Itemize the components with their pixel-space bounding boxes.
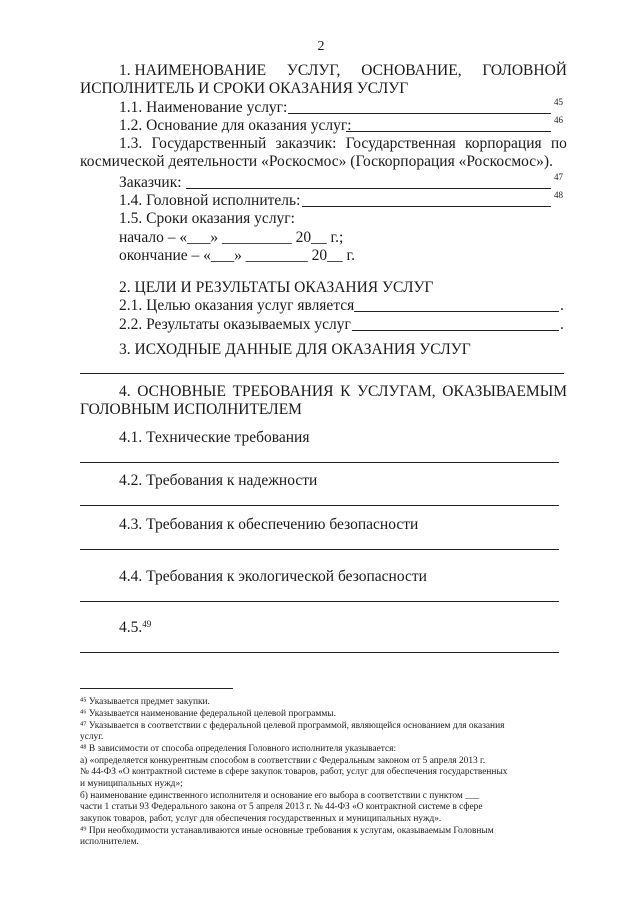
item-4-3-label: 4.3. Требования к обеспечению безопасности bbox=[119, 516, 419, 533]
item-4-4-label: 4.4. Требования к экологической безопасности bbox=[119, 568, 427, 585]
text-word: заказчик: bbox=[275, 135, 337, 152]
item-4-5-field[interactable] bbox=[80, 652, 559, 653]
footnote-48: ⁴⁸ В зависимости от способа определения Головного исполнителя указывается: bbox=[80, 744, 397, 754]
heading-word: 1. НАИМЕНОВАНИЕ bbox=[119, 62, 267, 79]
heading-word: ОСНОВНЫЕ bbox=[137, 383, 226, 400]
end-date: окончание – «___» ________ 20__ г. bbox=[119, 247, 356, 264]
item-2-1-label: 2.1. Целью оказания услуг является bbox=[119, 297, 355, 314]
heading-word: 4. bbox=[119, 383, 131, 400]
period: . bbox=[560, 316, 564, 333]
item-4-4-field[interactable] bbox=[80, 601, 559, 602]
footnote-48a-line2: № 44-ФЗ «О контрактной системе в сфере закупок товаров, работ, услуг для обеспечения государственных bbox=[80, 767, 508, 777]
text-word: по bbox=[550, 135, 567, 152]
heading-word: ОКАЗЫВАЕМЫМ bbox=[442, 383, 567, 400]
footnote-47-line2: услуг. bbox=[80, 732, 104, 742]
item-1-5-label: 1.5. Сроки оказания услуг: bbox=[119, 210, 295, 227]
item-4-5-label bbox=[119, 619, 151, 637]
section1-heading-line1 bbox=[119, 62, 567, 80]
text-word: Государственный bbox=[151, 135, 267, 152]
item-2-2-field[interactable] bbox=[352, 330, 559, 331]
heading-word: ГОЛОВНОЙ bbox=[482, 62, 567, 79]
item-1-1-field[interactable] bbox=[288, 113, 551, 114]
text-word: корпорация bbox=[465, 135, 542, 152]
heading-word: ТРЕБОВАНИЯ bbox=[232, 383, 334, 400]
item-1-2-field[interactable] bbox=[346, 131, 551, 132]
item-2-2-label: 2.2. Результаты оказываемых услуг bbox=[119, 316, 351, 333]
item-1-3-line1 bbox=[119, 135, 567, 153]
section3-field[interactable] bbox=[80, 373, 564, 374]
period: . bbox=[560, 297, 564, 314]
item-1-4-label: 1.4. Головной исполнитель: bbox=[119, 192, 301, 209]
section4-heading-line1 bbox=[119, 383, 567, 401]
start-date: начало – «___» _________ 20__ г.; bbox=[119, 229, 344, 246]
footnote-48b-line2: части 1 статьи 93 Федерального закона от 5 апреля 2013 г. № 44-ФЗ «О контрактной системе в сфере bbox=[80, 802, 483, 812]
heading-word: УСЛУГАМ, bbox=[357, 383, 436, 400]
footnote-ref-45: 45 bbox=[554, 97, 563, 107]
footnote-48a-line3: и муниципальных нужд»; bbox=[80, 779, 183, 789]
footnote-ref-47: 47 bbox=[554, 172, 563, 182]
text-word: Государственная bbox=[345, 135, 456, 152]
footnote-45: ⁴⁵ Указывается предмет закупки. bbox=[80, 697, 210, 707]
section3-heading: 3. ИСХОДНЫЕ ДАННЫЕ ДЛЯ ОКАЗАНИЯ УСЛУГ bbox=[119, 341, 471, 358]
footnote-49-line2: исполнителем. bbox=[80, 837, 139, 847]
item-4-2-label: 4.2. Требования к надежности bbox=[119, 472, 318, 489]
footnote-46: ⁴⁶ Указывается наименование федеральной целевой программы. bbox=[80, 709, 336, 719]
customer-label: Заказчик: bbox=[119, 174, 182, 191]
footnote-48b-line1: б) наименование единственного исполнителя и основание его выбора в соответствии с пунктом ___ bbox=[80, 791, 480, 801]
item-4-3-field[interactable] bbox=[80, 549, 559, 550]
footnote-47-line1: ⁴⁷ Указывается в соответствии с федеральной целевой программой, являющейся основанием для оказания bbox=[80, 721, 505, 731]
item-1-4-field[interactable] bbox=[302, 206, 551, 207]
item-1-2-label: 1.2. Основание для оказания услуг: bbox=[119, 117, 352, 134]
page-number: 2 bbox=[317, 39, 325, 54]
heading-word: ОСНОВАНИЕ, bbox=[361, 62, 462, 79]
section2-heading: 2. ЦЕЛИ И РЕЗУЛЬТАТЫ ОКАЗАНИЯ УСЛУГ bbox=[119, 279, 434, 296]
item-2-1-field[interactable] bbox=[354, 311, 559, 312]
item-4-1-label: 4.1. Технические требования bbox=[119, 429, 310, 446]
item-4-1-field[interactable] bbox=[80, 462, 559, 463]
item-4-2-field[interactable] bbox=[80, 505, 559, 506]
section4-heading-line2: ГОЛОВНЫМ ИСПОЛНИТЕЛЕМ bbox=[80, 401, 302, 418]
footnote-ref-46: 46 bbox=[554, 115, 563, 125]
customer-field[interactable] bbox=[186, 188, 551, 189]
footnote-separator bbox=[80, 688, 233, 689]
item-1-1-label: 1.1. Наименование услуг: bbox=[119, 99, 288, 116]
heading-word: К bbox=[340, 383, 351, 400]
footnote-48b-line3: закупок товаров, работ, услуг для обеспечения государственных и муниципальных нужд». bbox=[80, 814, 442, 824]
heading-word: УСЛУГ, bbox=[286, 62, 341, 79]
section1-heading-line2: ИСПОЛНИТЕЛЬ И СРОКИ ОКАЗАНИЯ УСЛУГ bbox=[80, 80, 409, 97]
footnote-ref-48: 48 bbox=[554, 190, 563, 200]
item-1-3-line2: космической деятельности «Роскосмос» (Госкорпорация «Роскосмос»). bbox=[80, 153, 553, 170]
footnote-49-line1: ⁴⁹ При необходимости устанавливаются иные основные требования к услугам, оказываемым Головным bbox=[80, 826, 494, 836]
footnote-48a-line1: а) «определяется конкурентным способом в соответствии с Федеральным законом от 5 апреля 2013 г. bbox=[80, 756, 486, 766]
item-4-5-text: 4.5. bbox=[119, 619, 143, 636]
footnote-ref-49: 49 bbox=[142, 619, 152, 629]
text-word: 1.3. bbox=[119, 135, 143, 152]
